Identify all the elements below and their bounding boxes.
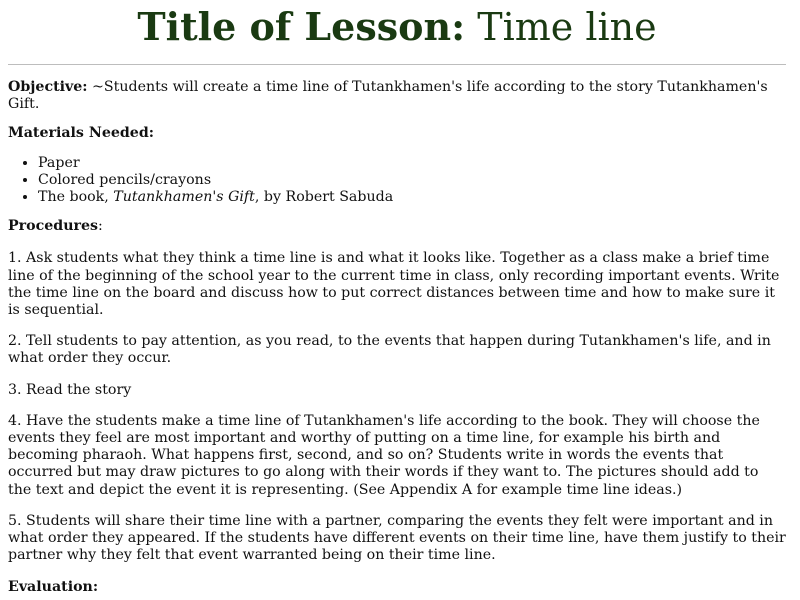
material-book-suffix: , by Robert Sabuda bbox=[254, 189, 394, 206]
material-paper: Paper bbox=[38, 154, 80, 171]
list-item bbox=[38, 172, 786, 189]
procedures-heading-colon: : bbox=[98, 218, 103, 235]
page-title bbox=[8, 0, 786, 56]
objective-label: Objective: bbox=[8, 79, 88, 95]
title-label: Title of Lesson: bbox=[137, 4, 466, 49]
materials-heading-label: Materials Needed: bbox=[8, 125, 154, 142]
procedure-step-4: 4. Have the students make a time line of Tutankhamen's life according to the book. They will choose the events they feel are most important and worthy of putting on a time line, for example his birth and becoming pharaoh. What happens first, second, and so on? Students write in words the events that occurred but may draw pictures to go along with their words if they want to. The pictures should add to the text and depict the event it is representing. (See Appendix A for example time line ideas.) bbox=[8, 412, 760, 498]
material-book-prefix: The book, bbox=[38, 189, 114, 206]
list-item bbox=[38, 155, 786, 172]
materials-heading bbox=[8, 125, 786, 142]
objective-section bbox=[8, 79, 786, 113]
procedures-heading-label: Procedures bbox=[8, 218, 98, 235]
objective-text: ~Students will create a time line of Tutankhamen's life according to the story Tutankhamen's Gift. bbox=[8, 79, 768, 113]
evaluation-heading bbox=[8, 579, 786, 596]
procedure-step-3: 3. Read the story bbox=[8, 381, 132, 398]
list-item bbox=[38, 189, 786, 206]
procedure-step-5: 5. Students will share their time line with a partner, comparing the events they felt were important and in what order they appeared. If the students have different events on their time line, have them justify to their partner why they felt that event warranted being on their time line. bbox=[8, 512, 786, 564]
procedures-heading bbox=[8, 218, 786, 235]
title-divider bbox=[8, 64, 786, 65]
evaluation-heading-label: Evaluation: bbox=[8, 579, 99, 596]
material-pencils: Colored pencils/crayons bbox=[38, 171, 212, 188]
procedure-step-2: 2. Tell students to pay attention, as you read, to the events that happen during Tutankhamen's life, and in what order they occur. bbox=[8, 333, 771, 367]
procedure-step-1: 1. Ask students what they think a time line is and what it looks like. Together as a class make a brief time line of the beginning of the school year to the current time in class, only recording important events. Write the time line on the board and discuss how to put correct distances between time and how to make sure it is sequential. bbox=[8, 250, 780, 319]
materials-list bbox=[8, 155, 786, 207]
material-book-title: Tutankhamen's Gift bbox=[113, 189, 255, 206]
title-text: Time line bbox=[477, 5, 657, 49]
